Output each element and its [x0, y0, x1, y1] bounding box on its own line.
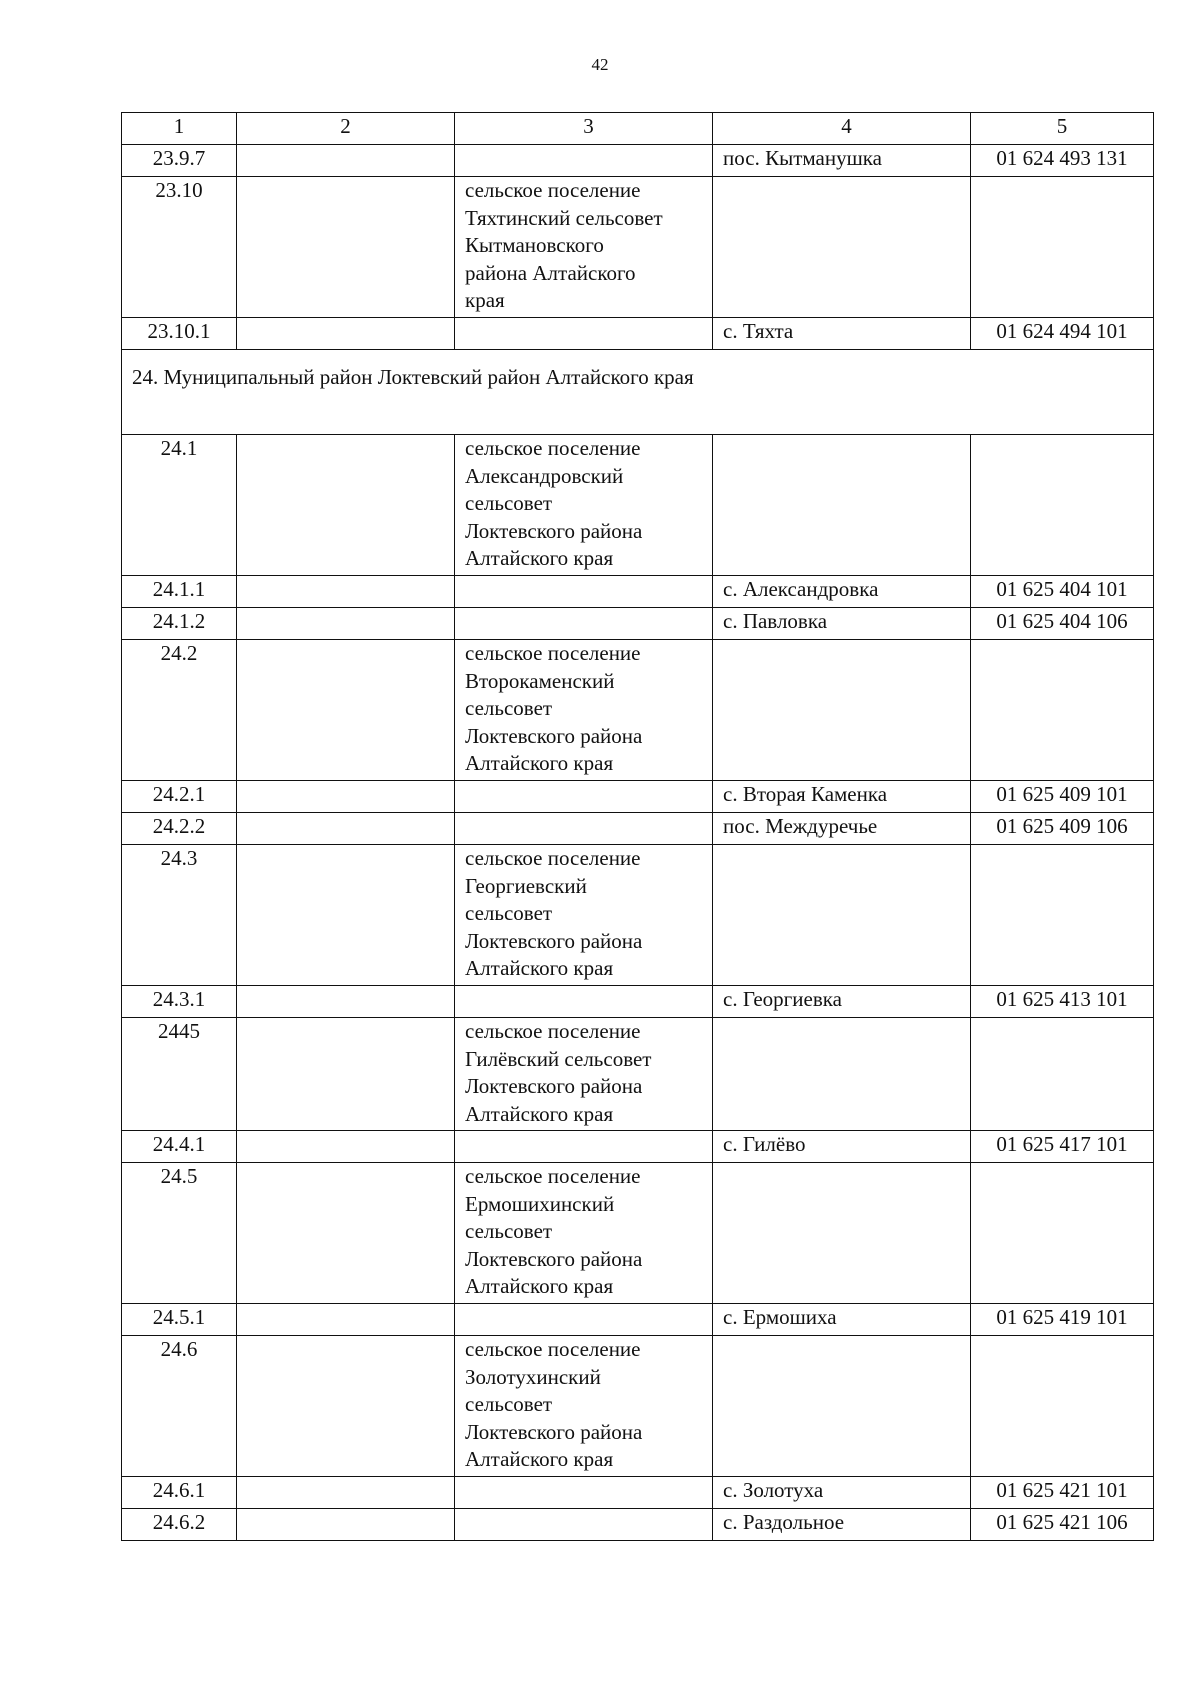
settlement-name-line: Алтайского края	[465, 751, 614, 775]
row-oktmo-code	[971, 435, 1154, 576]
row-settlement-name	[455, 145, 713, 177]
row-empty-cell	[237, 608, 455, 640]
registry-table	[121, 112, 1154, 1541]
row-empty-cell	[237, 986, 455, 1018]
table-row	[122, 1477, 1154, 1509]
table-row	[122, 435, 1154, 576]
row-settlement-name	[455, 986, 713, 1018]
row-locality-name	[713, 435, 971, 576]
settlement-name-line: района Алтайского	[465, 260, 636, 285]
row-code: 24.3	[122, 845, 237, 986]
row-code: 24.2.1	[122, 781, 237, 813]
row-locality-name: с. Вторая Каменка	[713, 781, 971, 813]
row-code: 24.1	[122, 435, 237, 576]
column-header-3: 3	[455, 113, 713, 145]
row-code: 24.4.1	[122, 1131, 237, 1163]
row-code: 24.5.1	[122, 1304, 237, 1336]
row-code: 24.2	[122, 640, 237, 781]
settlement-name-line: Локтевского района	[465, 518, 643, 543]
row-oktmo-code: 01 625 413 101	[971, 986, 1154, 1018]
column-header-2: 2	[237, 113, 455, 145]
settlement-name-line: Золотухинский	[465, 1364, 601, 1389]
page-number: 42	[591, 55, 609, 74]
row-oktmo-code: 01 625 417 101	[971, 1131, 1154, 1163]
row-empty-cell	[237, 1131, 455, 1163]
row-empty-cell	[237, 813, 455, 845]
row-code: 24.1.1	[122, 576, 237, 608]
row-locality-name	[713, 1336, 971, 1477]
row-empty-cell	[237, 1477, 455, 1509]
settlement-name-line: Локтевского района	[465, 1419, 643, 1444]
row-empty-cell	[237, 640, 455, 781]
table-row	[122, 1509, 1154, 1541]
settlement-name-line: сельское поселение	[465, 178, 641, 202]
row-oktmo-code: 01 625 404 106	[971, 608, 1154, 640]
registry-table-body	[122, 113, 1154, 1541]
settlement-name-line: сельское поселение	[465, 846, 641, 870]
row-settlement-name	[455, 1304, 713, 1336]
row-code: 24.6.2	[122, 1509, 237, 1541]
row-empty-cell	[237, 1163, 455, 1304]
row-code: 23.9.7	[122, 145, 237, 177]
row-oktmo-code	[971, 640, 1154, 781]
settlement-name-line: сельсовет	[465, 491, 553, 515]
row-code: 23.10.1	[122, 318, 237, 350]
row-locality-name	[713, 1018, 971, 1131]
row-settlement-name	[455, 1509, 713, 1541]
row-empty-cell	[237, 435, 455, 576]
row-oktmo-code: 01 625 404 101	[971, 576, 1154, 608]
row-settlement-name	[455, 813, 713, 845]
row-locality-name	[713, 1163, 971, 1304]
row-empty-cell	[237, 318, 455, 350]
row-code: 24.6	[122, 1336, 237, 1477]
section-title: 24. Муниципальный район Локтевский район Алтайского края	[122, 350, 1154, 435]
table-row	[122, 781, 1154, 813]
row-locality-name: пос. Междуречье	[713, 813, 971, 845]
row-settlement-name	[455, 177, 713, 318]
settlement-name-line: Локтевского района	[465, 928, 643, 953]
settlement-name-line: Локтевского района	[465, 1074, 643, 1098]
column-header-5: 5	[971, 113, 1154, 145]
settlement-name-line: сельсовет	[465, 696, 553, 720]
row-settlement-name	[455, 845, 713, 986]
row-settlement-name	[455, 640, 713, 781]
row-settlement-name	[455, 1163, 713, 1304]
table-header-row	[122, 113, 1154, 145]
row-oktmo-code: 01 625 421 101	[971, 1477, 1154, 1509]
table-row	[122, 145, 1154, 177]
table-row	[122, 1131, 1154, 1163]
row-empty-cell	[237, 1018, 455, 1131]
row-oktmo-code: 01 625 419 101	[971, 1304, 1154, 1336]
table-row	[122, 318, 1154, 350]
settlement-name-line: Георгиевский	[465, 873, 587, 898]
table-row	[122, 1163, 1154, 1304]
settlement-name-line: сельское поселение	[465, 1164, 641, 1188]
row-settlement-name	[455, 576, 713, 608]
settlement-name-line: Тяхтинский сельсовет	[465, 205, 663, 230]
row-settlement-name	[455, 435, 713, 576]
row-settlement-name	[455, 1131, 713, 1163]
settlement-name-line: сельское поселение	[465, 1019, 641, 1043]
row-locality-name	[713, 845, 971, 986]
row-code: 24.6.1	[122, 1477, 237, 1509]
row-settlement-name	[455, 1477, 713, 1509]
row-settlement-name	[455, 1336, 713, 1477]
section-row	[122, 350, 1154, 435]
row-empty-cell	[237, 1509, 455, 1541]
settlement-name-line: сельсовет	[465, 1392, 553, 1416]
row-oktmo-code	[971, 845, 1154, 986]
row-locality-name: с. Павловка	[713, 608, 971, 640]
settlement-name-line: сельское поселение	[465, 1337, 641, 1361]
row-oktmo-code	[971, 177, 1154, 318]
row-empty-cell	[237, 781, 455, 813]
settlement-name-line: Локтевского района	[465, 1246, 643, 1271]
row-settlement-name	[455, 1018, 713, 1131]
column-header-1: 1	[122, 113, 237, 145]
table-row	[122, 608, 1154, 640]
row-empty-cell	[237, 1304, 455, 1336]
row-code: 24.3.1	[122, 986, 237, 1018]
row-empty-cell	[237, 1336, 455, 1477]
table-row	[122, 813, 1154, 845]
row-locality-name	[713, 640, 971, 781]
settlement-name-line: Алтайского края	[465, 956, 614, 980]
row-locality-name: с. Гилёво	[713, 1131, 971, 1163]
settlement-name-line: сельсовет	[465, 1219, 553, 1243]
row-settlement-name	[455, 318, 713, 350]
settlement-name-line: сельское поселение	[465, 641, 641, 665]
column-header-4: 4	[713, 113, 971, 145]
table-row	[122, 1336, 1154, 1477]
row-oktmo-code: 01 625 421 106	[971, 1509, 1154, 1541]
row-locality-name	[713, 177, 971, 318]
row-locality-name: с. Раздольное	[713, 1509, 971, 1541]
table-row	[122, 1304, 1154, 1336]
table-row	[122, 576, 1154, 608]
row-locality-name: пос. Кытманушка	[713, 145, 971, 177]
settlement-name-line: края	[465, 288, 505, 312]
settlement-name-line: Локтевского района	[465, 723, 643, 748]
row-code: 24.1.2	[122, 608, 237, 640]
row-locality-name: с. Золотуха	[713, 1477, 971, 1509]
row-code: 24.5	[122, 1163, 237, 1304]
row-code: 24.2.2	[122, 813, 237, 845]
row-empty-cell	[237, 145, 455, 177]
settlement-name-line: Второкаменский	[465, 668, 615, 693]
row-empty-cell	[237, 845, 455, 986]
row-settlement-name	[455, 781, 713, 813]
settlement-name-line: Кытмановского	[465, 233, 604, 257]
row-locality-name: с. Георгиевка	[713, 986, 971, 1018]
row-locality-name: с. Тяхта	[713, 318, 971, 350]
settlement-name-line: Алтайского края	[465, 1101, 614, 1126]
row-locality-name: с. Александровка	[713, 576, 971, 608]
row-oktmo-code: 01 624 494 101	[971, 318, 1154, 350]
settlement-name-line: Алтайского края	[465, 1447, 614, 1471]
settlement-name-line: сельсовет	[465, 901, 553, 925]
settlement-name-line: Алтайского края	[465, 546, 614, 570]
table-row	[122, 986, 1154, 1018]
row-code: 2445	[122, 1018, 237, 1131]
row-oktmo-code	[971, 1163, 1154, 1304]
table-row	[122, 1018, 1154, 1131]
row-settlement-name	[455, 608, 713, 640]
row-oktmo-code	[971, 1018, 1154, 1131]
row-empty-cell	[237, 177, 455, 318]
table-row	[122, 640, 1154, 781]
table-row	[122, 177, 1154, 318]
row-oktmo-code	[971, 1336, 1154, 1477]
row-oktmo-code: 01 625 409 101	[971, 781, 1154, 813]
row-empty-cell	[237, 576, 455, 608]
settlement-name-line: сельское поселение	[465, 436, 641, 460]
row-locality-name: с. Ермошиха	[713, 1304, 971, 1336]
settlement-name-line: Ермошихинский	[465, 1191, 615, 1216]
settlement-name-line: Гилёвский сельсовет	[465, 1046, 652, 1071]
table-row	[122, 845, 1154, 986]
settlement-name-line: Алтайского края	[465, 1274, 614, 1298]
row-code: 23.10	[122, 177, 237, 318]
row-oktmo-code: 01 625 409 106	[971, 813, 1154, 845]
row-oktmo-code: 01 624 493 131	[971, 145, 1154, 177]
settlement-name-line: Александровский	[465, 463, 624, 488]
